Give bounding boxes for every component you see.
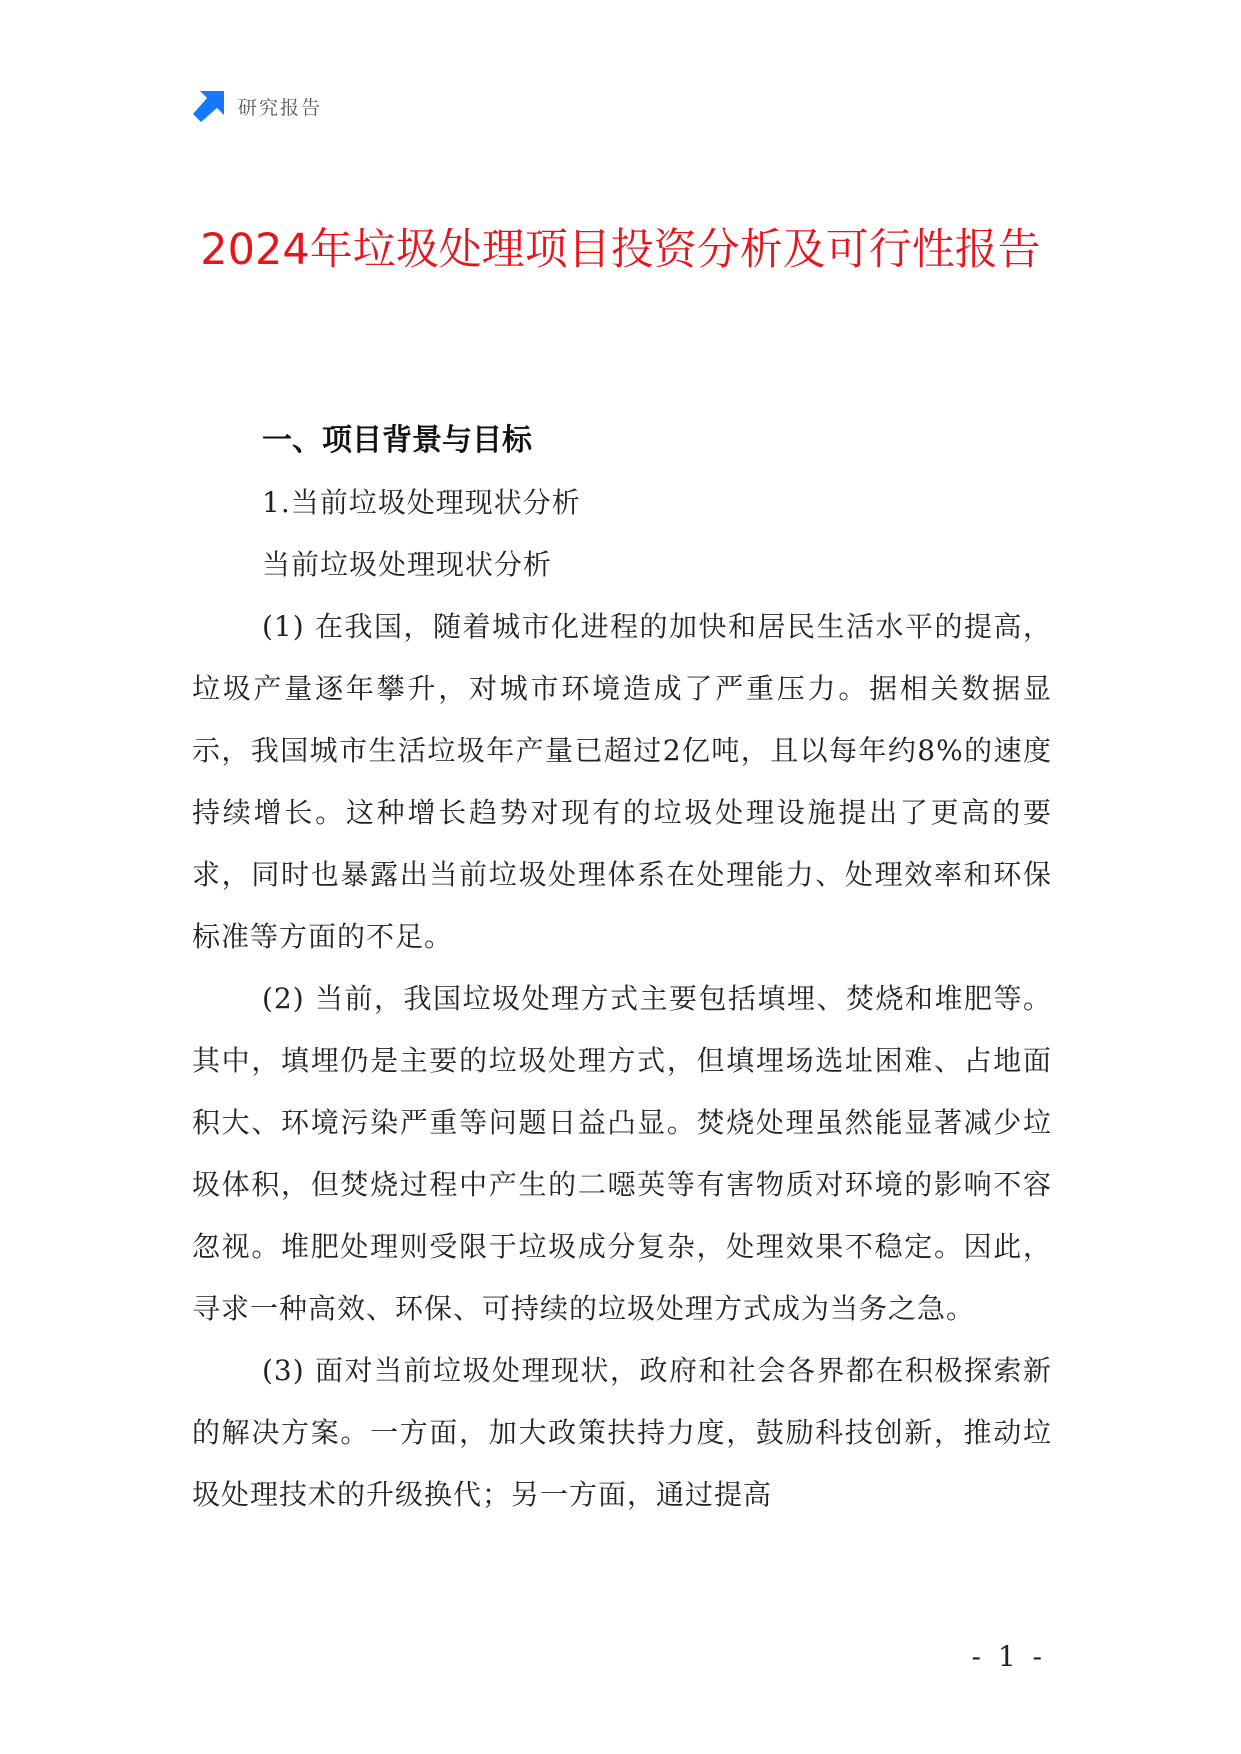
report-header [192, 88, 322, 124]
paragraph-2: (2) 当前，我国垃圾处理方式主要包括填埋、焚烧和堆肥等。其中，填埋仍是主要的垃圾处理方式，但填埋场选址困难、占地面积大、环境污染严重等问题日益凸显。焚烧处理虽然能显著减少垃圾体积，但焚烧过程中产生的二噁英等有害物质对环境的影响不容忽视。堆肥处理则受限于垃圾成分复杂，处理效果不稳定。因此，寻求一种高效、环保、可持续的垃圾处理方式成为当务之急。 [192, 982, 1052, 1325]
sub-heading: 1.当前垃圾处理现状分析 [262, 486, 581, 519]
document-body [192, 410, 1052, 1526]
paragraph-1: (1) 在我国，随着城市化进程的加快和居民生活水平的提高，垃圾产量逐年攀升，对城市环境造成了严重压力。据相关数据显示，我国城市生活垃圾年产量已超过2亿吨，且以每年约8%的速度持续增长。这种增长趋势对现有的垃圾处理设施提出了更高的要求，同时也暴露出当前垃圾处理体系在处理能力、处理效率和环保标准等方面的不足。 [192, 610, 1052, 953]
sub-heading-repeat: 当前垃圾处理现状分析 [262, 548, 553, 581]
arrow-up-right-icon [192, 89, 226, 123]
section-heading: 一、项目背景与目标 [262, 423, 532, 458]
page-number: - 1 - [971, 1640, 1046, 1673]
document-title: 2024年垃圾处理项目投资分析及可行性报告 [200, 225, 1041, 275]
header-label: 研究报告 [238, 96, 323, 119]
paragraph-3: (3) 面对当前垃圾处理现状，政府和社会各界都在积极探索新的解决方案。一方面，加大政策扶持力度，鼓励科技创新，推动垃圾处理技术的升级换代；另一方面，通过提高 [192, 1354, 1052, 1511]
